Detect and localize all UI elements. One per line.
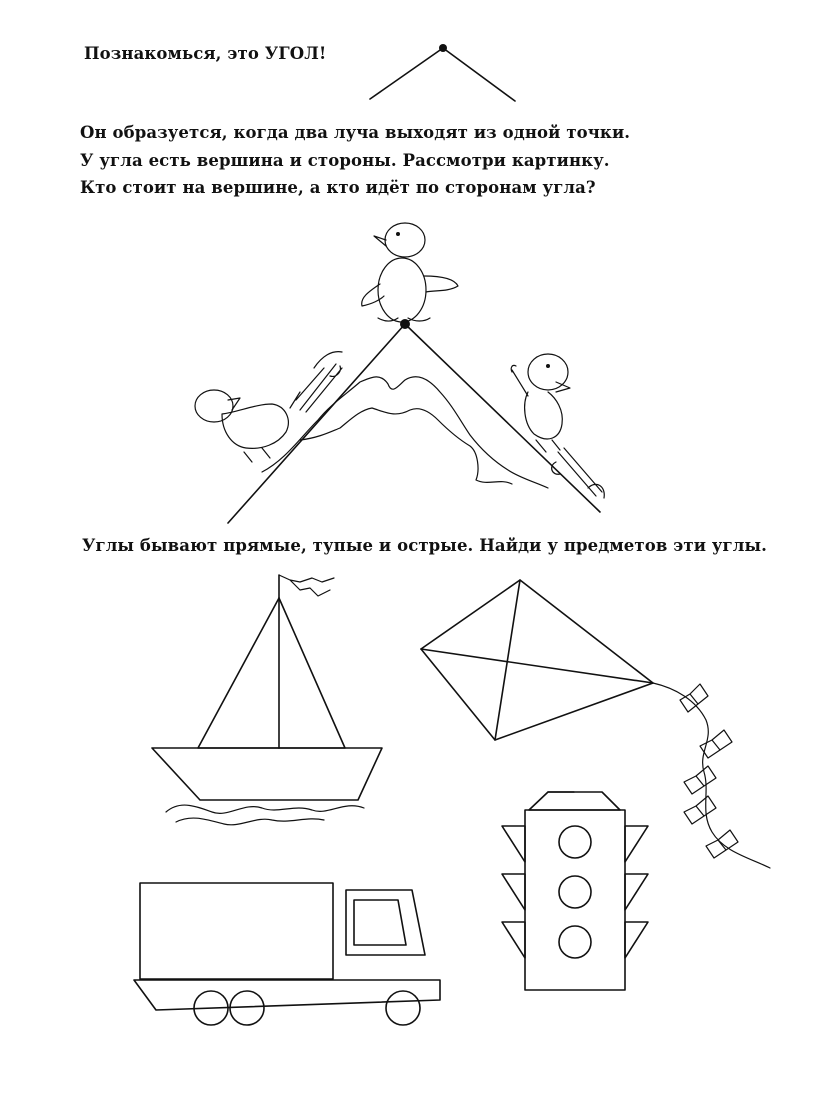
angle-keyword: УГОЛ! [264, 44, 327, 63]
angle-example [370, 44, 515, 101]
snow-cap-outline [262, 377, 548, 488]
traffic-light-body [525, 810, 625, 990]
boat-hull [152, 748, 382, 800]
signal-lamp-bottom [559, 926, 591, 958]
paragraph-line-1: Он образуется, когда два луча выходят из одной точки. [80, 123, 631, 142]
paragraph-line-2: У угла есть вершина и стороны. Рассмотри картинку. [80, 151, 610, 170]
mountain-scene [195, 223, 604, 523]
left-climber [195, 352, 342, 462]
vertex-dot [439, 44, 447, 52]
truck-chassis [134, 980, 440, 1010]
penguin-on-vertex [362, 223, 458, 322]
signal-lamp-top [559, 826, 591, 858]
truck [134, 883, 440, 1025]
snow-inner-outline [300, 408, 512, 484]
signal-lamp-middle [559, 876, 591, 908]
truck-window [354, 900, 406, 945]
kite-tail-bows [680, 684, 738, 858]
sailboat [152, 575, 382, 825]
kite-body [421, 580, 653, 740]
task-line: Углы бывают прямые, тупые и острые. Найди у предметов эти углы. [82, 536, 767, 555]
paragraph-line-3: Кто стоит на вершине, а кто идёт по сторонам угла? [80, 178, 596, 197]
intro-text: Познакомься, это [84, 44, 265, 63]
truck-wheel [386, 991, 420, 1025]
traffic-light [502, 792, 648, 990]
kite [421, 580, 770, 868]
truck-cargo-box [140, 883, 333, 979]
right-climber [511, 354, 604, 498]
